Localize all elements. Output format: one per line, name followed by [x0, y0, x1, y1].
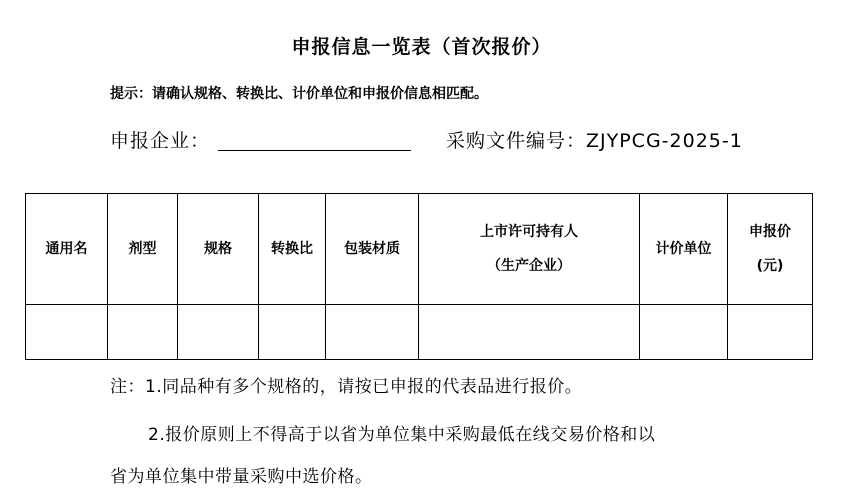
note-1: 注：1.同品种有多个规格的，请按已申报的代表品进行报价。: [110, 377, 583, 397]
header-license-holder: 上市许可持有人 （生产企业）: [419, 194, 640, 305]
note-2: 2.报价原则上不得高于以省为单位集中采购最低在线交易价格和以: [148, 425, 656, 445]
header-pricing-unit: 计价单位: [640, 194, 728, 305]
note-3: 省为单位集中带量采购中选价格。: [110, 467, 373, 487]
cell-packaging-material[interactable]: [326, 305, 419, 360]
company-blank-field[interactable]: [218, 150, 411, 151]
hint-text: 提示：请确认规格、转换比、计价单位和申报价信息相匹配。: [110, 86, 488, 102]
declaration-table: [25, 193, 813, 360]
cell-declared-price[interactable]: [728, 305, 813, 360]
page-title: 申报信息一览表（首次报价）: [291, 36, 552, 58]
cell-dosage-form[interactable]: [108, 305, 178, 360]
company-label: 申报企业：: [110, 130, 211, 152]
cell-license-holder[interactable]: [419, 305, 640, 360]
cell-pricing-unit[interactable]: [640, 305, 728, 360]
header-declared-price: 申报价 (元): [728, 194, 813, 305]
table-header-row: [26, 194, 813, 305]
procurement-number: 采购文件编号：ZJYPCG-2025-1: [446, 130, 743, 152]
header-dosage-form: 剂型: [108, 194, 178, 305]
header-generic-name: 通用名: [26, 194, 108, 305]
cell-specification[interactable]: [178, 305, 259, 360]
cell-conversion-ratio[interactable]: [259, 305, 326, 360]
header-packaging-material: 包装材质: [326, 194, 419, 305]
header-conversion-ratio: 转换比: [259, 194, 326, 305]
header-specification: 规格: [178, 194, 259, 305]
cell-generic-name[interactable]: [26, 305, 108, 360]
table-row: [26, 305, 813, 360]
